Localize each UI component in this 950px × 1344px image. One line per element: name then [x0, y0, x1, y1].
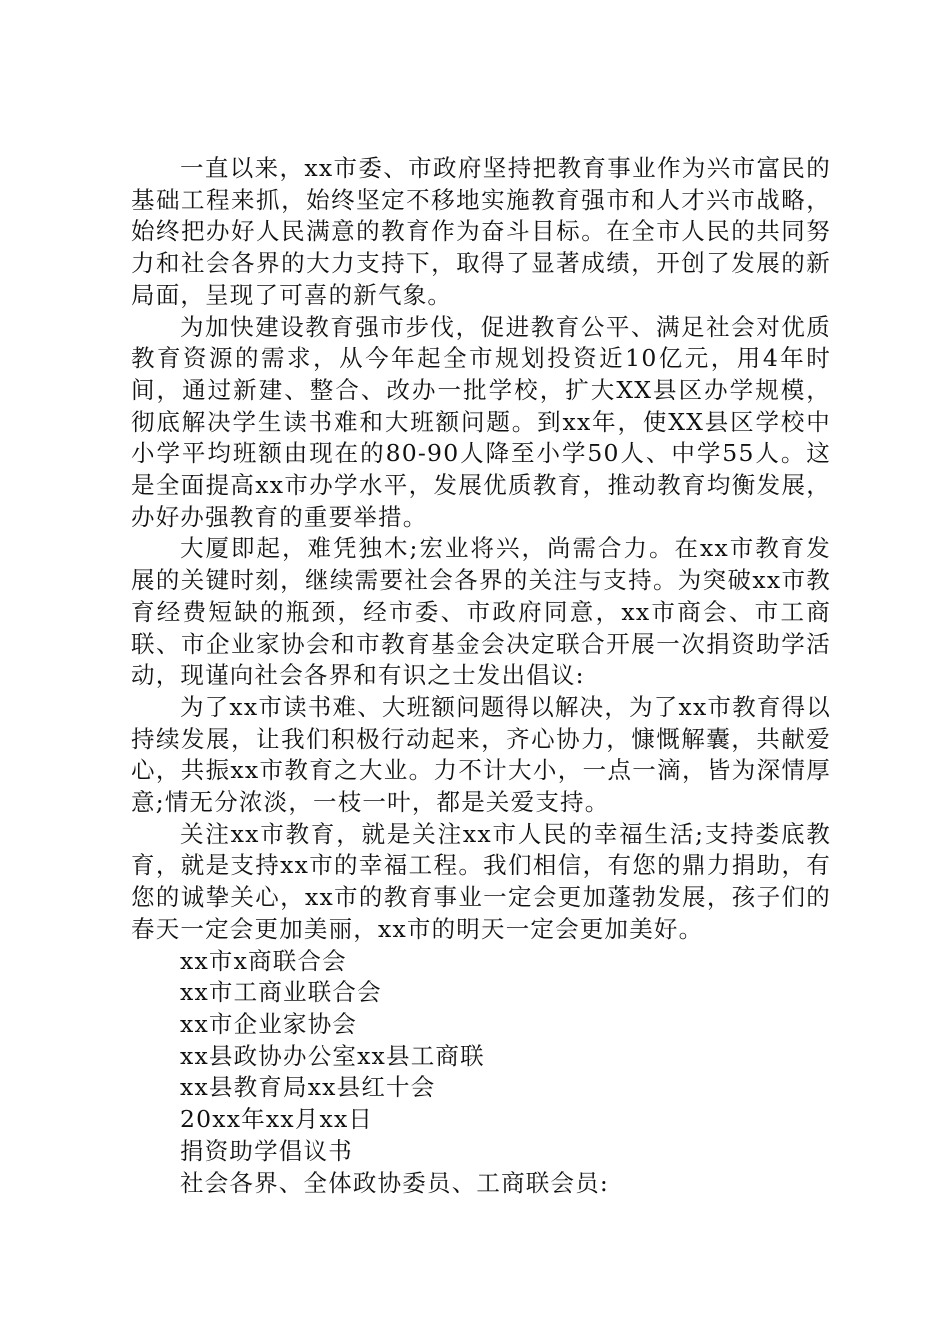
signature-line: xx市x商联合会	[180, 946, 347, 975]
signature-line: xx县教育局xx县红十会	[180, 1073, 436, 1102]
next-document-salutation: 社会各界、全体政协委员、工商联会员:	[180, 1168, 610, 1197]
next-document-title: 捐资助学倡议书	[180, 1136, 353, 1165]
paragraph-call-for-support: 大厦即起，难凭独木;宏业将兴，尚需合力。在xx市教育发展的关键时刻，继续需要社会各界的关注与支持。为突破xx市教育经费短缺的瓶颈，经市委、市政府同意，xx市商会、市工商联、市企业家协会和市教育基金会决定联合开展一次捐资助学活动，现谨向社会各界和有识之士发出倡议:	[131, 534, 831, 690]
signature-line: xx市工商业联合会	[180, 978, 382, 1007]
paragraph-closing: 关注xx市教育，就是关注xx市人民的幸福生活;支持娄底教育，就是支持xx市的幸福工程。我们相信，有您的鼎力捐助，有您的诚挚关心，xx市的教育事业一定会更加蓬勃发展，孩子们的春天一定会更加美丽，xx市的明天一定会更加美好。	[131, 819, 831, 943]
paragraph-intro: 一直以来，xx市委、市政府坚持把教育事业作为兴市富民的基础工程来抓，始终坚定不移地实施教育强市和人才兴市战略，始终把办好人民满意的教育作为奋斗目标。在全市人民的共同努力和社会各界的大力支持下，取得了显著成绩，开创了发展的新局面，呈现了可喜的新气象。	[131, 154, 831, 309]
signature-date: 20xx年xx月xx日	[180, 1105, 374, 1134]
paragraph-appeal: 为了xx市读书难、大班额问题得以解决，为了xx市教育得以持续发展，让我们积极行动起来，齐心协力，慷慨解囊，共献爱心，共振xx市教育之大业。力不计大小，一点一滴，皆为深情厚意;情无分浓淡，一枝一叶，都是关爱支持。	[131, 692, 831, 817]
signature-line: xx县政协办公室xx县工商联	[180, 1041, 485, 1070]
paragraph-investment-plan: 为加快建设教育强市步伐，促进教育公平、满足社会对优质教育资源的需求，从今年起全市规划投资近10亿元，用4年时间，通过新建、整合、改办一批学校，扩大XX县区办学规模，彻底解决学生读书难和大班额问题。到xx年，使XX县区学校中小学平均班额由现在的80-90人降至小学50人、中学55人。这是全面提高xx市办学水平，发展优质教育，推动教育均衡发展，办好办强教育的重要举措。	[131, 312, 831, 531]
document-body	[131, 153, 831, 1199]
signature-line: xx市企业家协会	[180, 1009, 358, 1038]
